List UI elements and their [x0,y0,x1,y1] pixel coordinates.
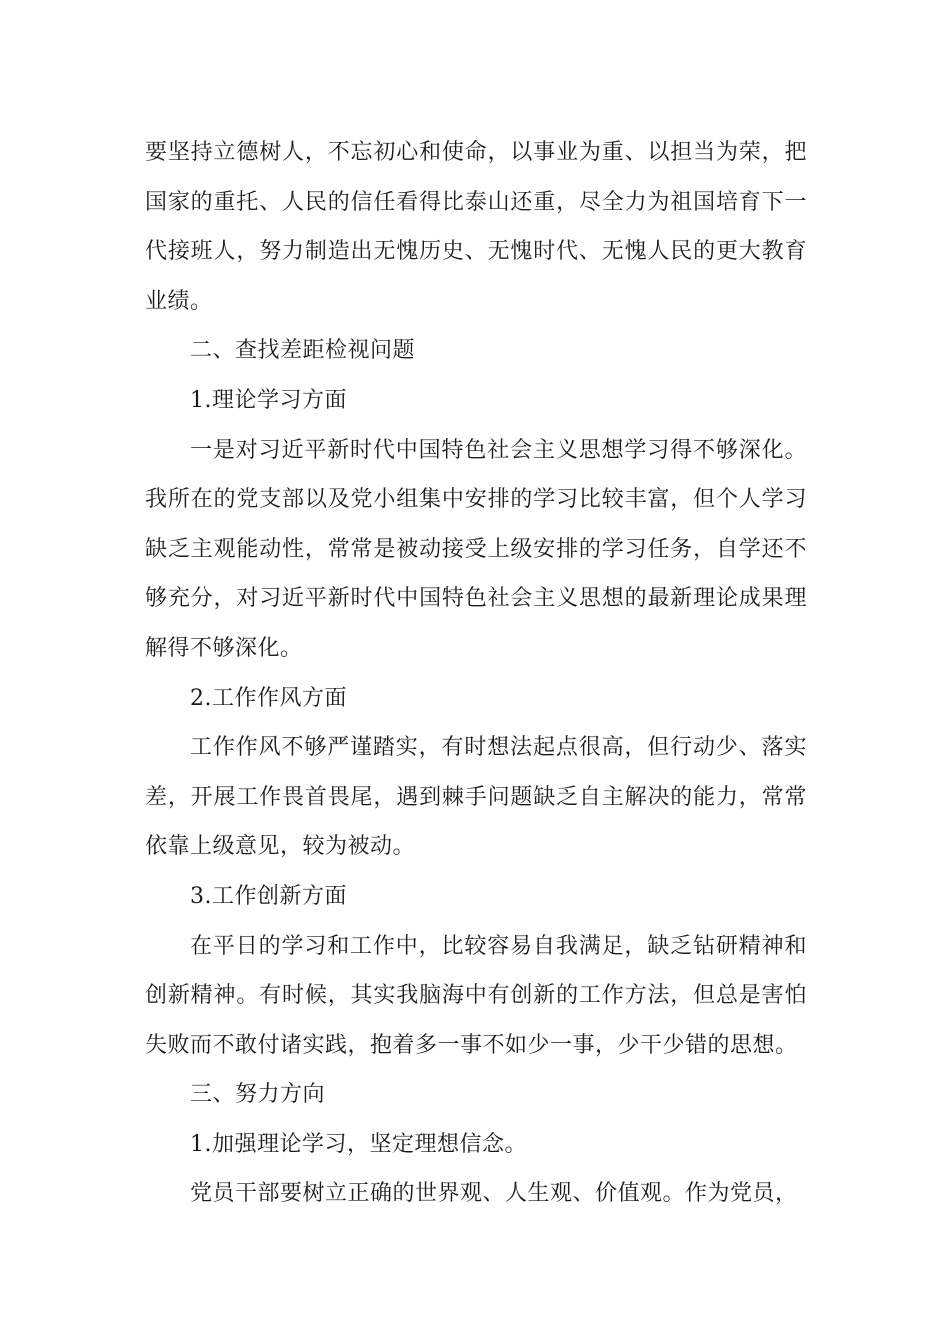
subheading-work-style: 2.工作作风方面 [190,685,347,711]
paragraph-party-members: 党员干部要树立正确的世界观、人生观、价值观。作为党员， [190,1181,798,1207]
paragraph-work-style: 工作作风不够严谨踏实，有时想法起点很高，但行动少、落实差，开展工作畏首畏尾，遇到棘手问题缺乏自主解决的能力，常常依靠上级意见，较为被动。 [145,735,807,860]
section-heading-3: 三、努力方向 [190,1082,326,1108]
document-body [145,128,807,1219]
section-heading-2: 二、查找差距检视问题 [190,338,416,364]
subheading-work-innovation: 3.工作创新方面 [190,883,347,909]
paragraph-continuation: 要坚持立德树人，不忘初心和使命，以事业为重、以担当为荣，把国家的重托、人民的信任看得比泰山还重，尽全力为祖国培育下一代接班人，努力制造出无愧历史、无愧时代、无愧人民的更大教育业绩。 [145,140,807,314]
subheading-strengthen-theory: 1.加强理论学习，坚定理想信念。 [190,1131,527,1157]
paragraph-work-innovation: 在平日的学习和工作中，比较容易自我满足，缺乏钻研精神和创新精神。有时候，其实我脑海中有创新的工作方法，但总是害怕失败而不敢付诸实践，抱着多一事不如少一事，少干少错的思想。 [145,933,807,1058]
subheading-theory-study: 1.理论学习方面 [190,387,347,413]
paragraph-theory-study: 一是对习近平新时代中国特色社会主义思想学习得不够深化。我所在的党支部以及党小组集中安排的学习比较丰富，但个人学习缺乏主观能动性，常常是被动接受上级安排的学习任务，自学还不够充分，对习近平新时代中国特色社会主义思想的最新理论成果理解得不够深化。 [145,437,807,661]
